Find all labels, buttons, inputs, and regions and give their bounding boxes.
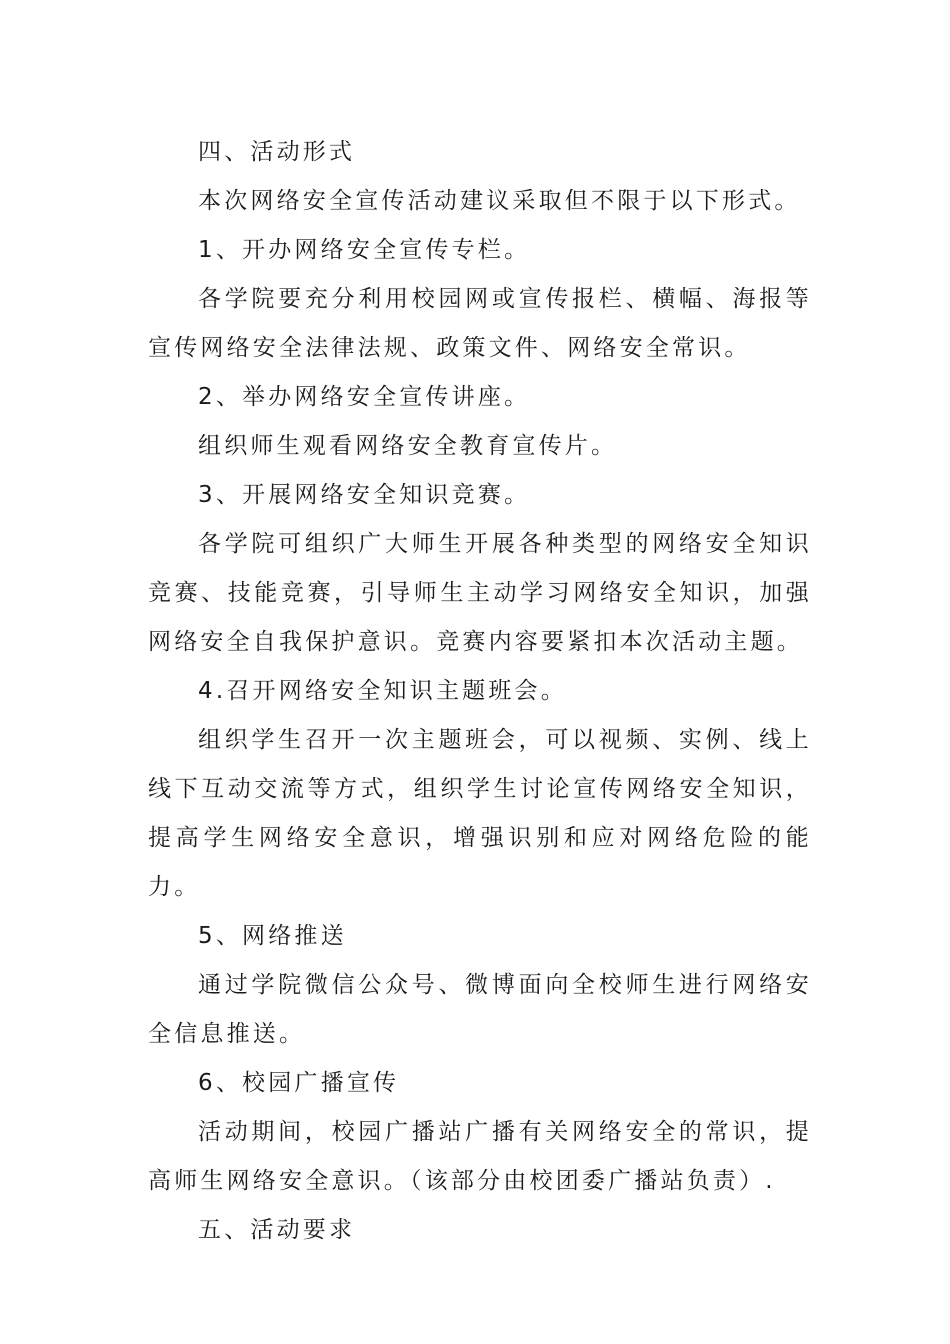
item-heading-4: 4.召开网络安全知识主题班会。 — [198, 678, 567, 704]
document-body — [148, 128, 812, 1255]
item-heading-6: 6、校园广播宣传 — [198, 1070, 400, 1096]
section-heading-requirements: 五、活动要求 — [198, 1217, 356, 1243]
item-body-3: 各学院可组织广大师生开展各种类型的网络安全知识竞赛、技能竞赛，引导师生主动学习网络安全知识，加强网络安全自我保护意识。竞赛内容要紧扣本次活动主题。 — [148, 531, 812, 655]
item-body-1: 各学院要充分利用校园网或宣传报栏、横幅、海报等宣传网络安全法律法规、政策文件、网络安全常识。 — [148, 286, 812, 361]
paragraph-intro: 本次网络安全宣传活动建议采取但不限于以下形式。 — [198, 188, 801, 214]
item-body-6: 活动期间，校园广播站广播有关网络安全的常识，提高师生网络安全意识。（该部分由校团委广播站负责）. — [148, 1119, 812, 1194]
item-body-5: 通过学院微信公众号、微博面向全校师生进行网络安全信息推送。 — [148, 972, 812, 1047]
item-heading-5: 5、网络推送 — [198, 923, 347, 949]
item-body-4: 组织学生召开一次主题班会，可以视频、实例、线上线下互动交流等方式，组织学生讨论宣传网络安全知识，提高学生网络安全意识，增强识别和应对网络危险的能力。 — [148, 727, 812, 900]
item-heading-3: 3、开展网络安全知识竞赛。 — [198, 482, 531, 508]
item-heading-1: 1、开办网络安全宣传专栏。 — [198, 237, 531, 263]
item-heading-2: 2、举办网络安全宣传讲座。 — [198, 384, 531, 410]
item-body-2: 组织师生观看网络安全教育宣传片。 — [198, 433, 618, 459]
section-heading-activity-form: 四、活动形式 — [198, 139, 356, 165]
